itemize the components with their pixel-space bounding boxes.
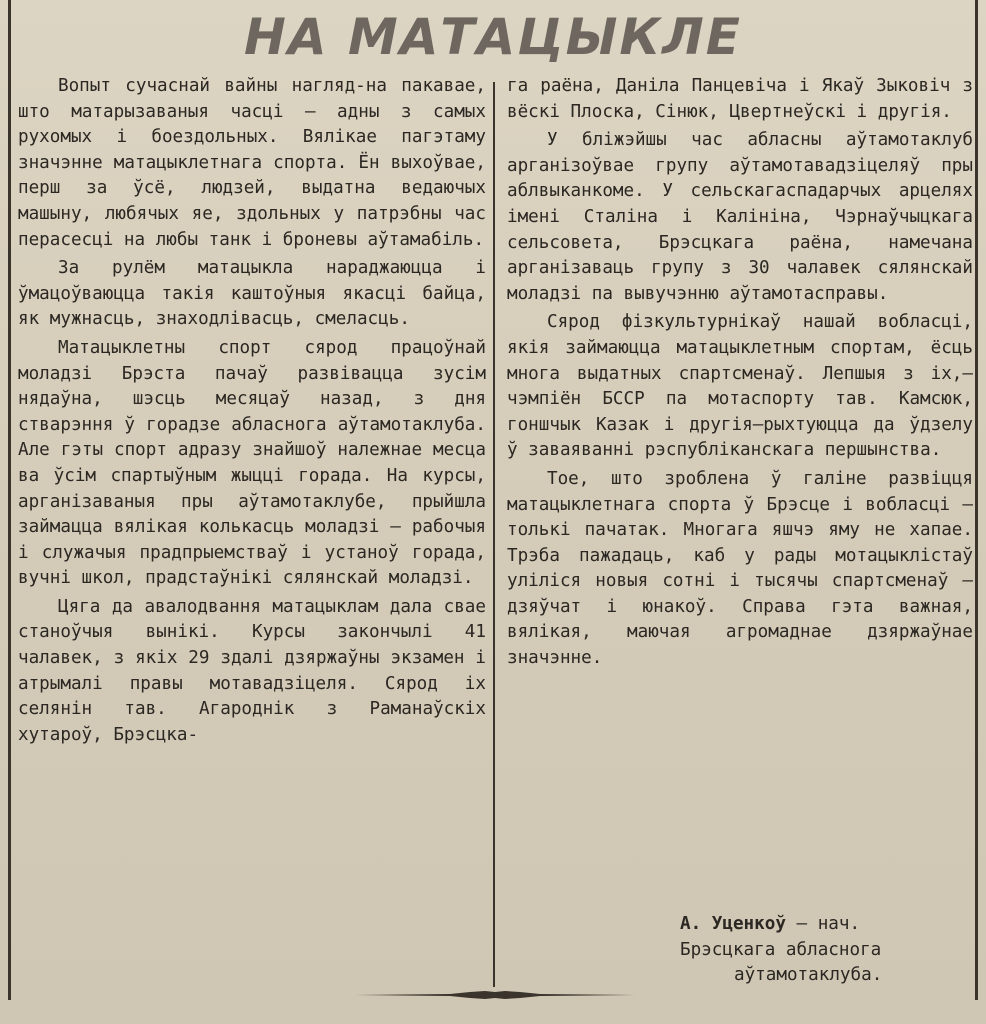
end-ornament-rule bbox=[355, 988, 635, 1002]
paragraph: Тое, што зроблена ў галіне развіцця матацыклетнага спорта ў Брэсце і вобласці — толькі пачатак. Многага яшчэ яму не хапае. Трэба пажадаць, каб у рады мотацыклістаў уліліся новыя сотні і тысячы спартсменаў — дзяўчат і юнакоў. Справа гэта важная, вялікая, маючая агромаднае дзяржаўнае значэнне. bbox=[507, 468, 973, 669]
right-column bbox=[507, 74, 973, 672]
paragraph: га раёна, Данiла Панцевiча i Якаў Зыковіч з вёскі Плоска, Сінюк, Цвертнеўскі і другія. bbox=[507, 76, 973, 122]
paragraph: Сярод фізкультурнікаў нашай вобласці, якія займаюцца матацыклетным спортам, ёсць многа выдатных спартсменаў. Лепшыя з іх,—чэмпіён БССР па мотаспорту тав. Камсюк, гоншчык Казак і другія—рыхтуюцца да ўдзелу ў заваяванні рэспубліканскага першынства. bbox=[507, 312, 973, 461]
left-column bbox=[18, 74, 486, 748]
right-border-rule bbox=[975, 0, 978, 1000]
author-signature bbox=[680, 912, 882, 989]
paragraph: Цяга да авалодвання матацыклам дала свае станоўчыя вынікі. Курсы закончылі 41 чалавек, з якіх 29 здалі дзяржаўны экзамен і атрымалі правы мотавадзіцеля. Сярод іх селянін тав. Агароднік з Раманаўскіх хутароў, Брэсцка- bbox=[18, 596, 486, 745]
author-title-line3: аўтамотаклуба. bbox=[734, 965, 883, 986]
column-divider bbox=[493, 82, 495, 987]
paragraph: За рулём матацыкла нараджаюцца і ўмацоўваюцца такія каштоўныя якасці байца, як мужнасць, знаходлівасць, смеласць. bbox=[18, 258, 486, 330]
paragraph: Вопыт сучаснай вайны нагляд-на пакавае, што матарызаваныя часці — адны з самых рухомых і боездольных. Вялікае пагэтаму значэнне матацыклетнага спорта. Ён выхоўвае, перш за ўсё, людзей, выдатна ведаючых машыну, любячых яе, здольных у патрэбны час перасесці на любы танк і броневы аўтамабіль. bbox=[18, 76, 486, 250]
author-title-line2: Брэсцкага абласнога bbox=[680, 939, 882, 960]
left-border-rule bbox=[8, 0, 11, 1000]
author-name: А. Уценкоў bbox=[680, 914, 786, 934]
article-headline: НА МАТАЦЫКЛЕ bbox=[244, 8, 742, 66]
author-title-line1: — нач. bbox=[796, 914, 861, 934]
paragraph: У бліжэйшы час абласны аўтамотаклуб арганізоўвае групу аўтамотавадзіцеляў пры аблвыканкоме. У сельскагаспадарчых арцелях імені Сталіна і Калініна, Чэрнаўчыцкага сельсовета, Брэсцкага раёна, намечана арганізаваць групу з 30 чалавек сялянскай моладзі па вывучэнню аўтамотасправы. bbox=[507, 130, 973, 304]
paragraph: Матацыклетны спорт сярод працоўнай моладзі Брэста пачаў развівацца зусім нядаўна, шэсць месяцаў назад, з дня стварэння ў горадзе абласнога аўтамотаклуба. Але гэты спорт адразу знайшоў належнае месца ва ўсім спартыўным жыцці горада. На курсы, арганізаваныя пры аўтамотаклубе, прыйшла займацца вялікая колькасць моладзі — рабочыя і служачыя прадпрыемстваў і устаноў горада, вучні школ, прадстаўнікі сялянскай моладзі. bbox=[18, 337, 486, 589]
